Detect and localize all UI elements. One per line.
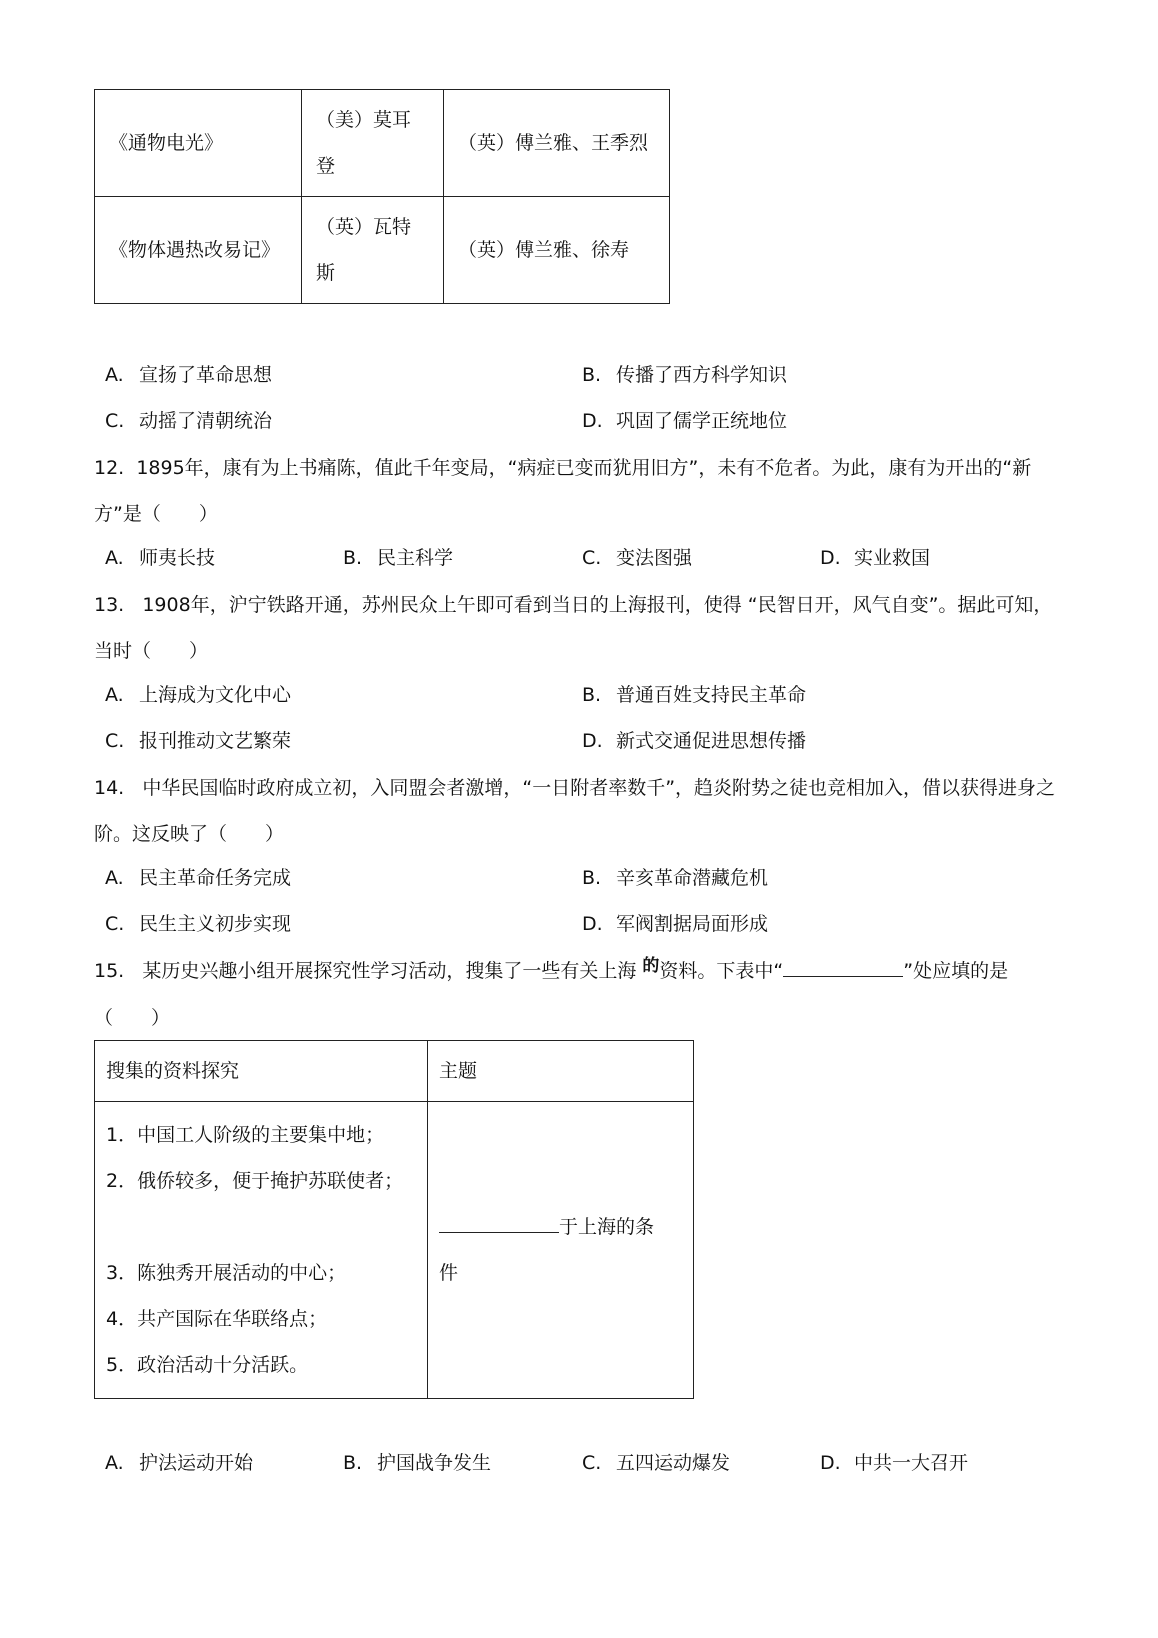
question-number: 13. <box>94 594 125 616</box>
book-author-cell <box>302 197 444 304</box>
option-text: 五四运动爆发 <box>616 1452 731 1474</box>
materials-item: 3．陈独秀开展活动的中心； <box>106 1262 347 1284</box>
q14-option-c[interactable] <box>105 909 291 936</box>
option-label: B. <box>343 1452 363 1474</box>
option-label: B. <box>582 684 602 706</box>
option-text: 宣扬了革命思想 <box>139 364 273 386</box>
option-label: A. <box>105 364 124 386</box>
materials-item: 4．共产国际在华联络点； <box>106 1308 328 1330</box>
question-text: 某历史兴趣小组开展探究性学习活动，搜集了一些有关上海 <box>142 960 637 982</box>
q11-option-d[interactable] <box>582 406 787 433</box>
option-text: 师夷长技 <box>139 547 216 569</box>
option-label: B. <box>582 867 602 889</box>
q15-option-c[interactable] <box>582 1448 730 1475</box>
option-text: 传播了西方科学知识 <box>616 364 788 386</box>
book-author: （美）莫耳登 <box>316 109 412 177</box>
option-label: B. <box>343 547 363 569</box>
materials-item: 2．俄侨较多，便于掩护苏联使者； <box>106 1170 404 1192</box>
option-text: 报刊推动文艺繁荣 <box>139 730 292 752</box>
option-text: 民主革命任务完成 <box>139 867 292 889</box>
header-text: 搜集的资料探究 <box>106 1060 240 1082</box>
question-text: 1895年，康有为上书痛陈，值此千年变局，“病症已变而犹用旧方”，未有不危者。为此，康有为开出的“新方”是（ ） <box>94 457 1032 525</box>
materials-table <box>94 1040 694 1399</box>
materials-spacer <box>106 1204 413 1250</box>
book-title: 《通物电光》 <box>109 132 224 154</box>
q13-stem <box>94 582 1062 674</box>
book-translator-cell <box>444 90 670 197</box>
option-label: C. <box>105 913 125 935</box>
question-text: 中华民国临时政府成立初，入同盟会者激增，“一日附者率数千”，趋炎附势之徒也竞相加入，借以获得进身之阶。这反映了（ ） <box>94 777 1056 845</box>
question-number: 12. <box>94 457 125 479</box>
q15-option-d[interactable] <box>820 1448 968 1475</box>
q12-stem <box>94 445 1062 537</box>
table-row <box>95 197 670 304</box>
theme-suffix: 于上海的条件 <box>439 1216 655 1284</box>
q14-option-b[interactable] <box>582 863 768 890</box>
book-translator: （英）傅兰雅、王季烈 <box>458 132 649 154</box>
book-translator-cell <box>444 197 670 304</box>
q12-option-a[interactable] <box>105 543 215 570</box>
q15-stem <box>94 948 1062 1041</box>
materials-list-cell <box>95 1102 428 1399</box>
theme-cell <box>428 1102 694 1399</box>
q12-option-c[interactable] <box>582 543 692 570</box>
option-label: A. <box>105 547 124 569</box>
option-label: D. <box>582 730 603 752</box>
option-text: 军阀割据局面形成 <box>616 913 769 935</box>
question-text: 1908年，沪宁铁路开通，苏州民众上午即可看到当日的上海报刊，使得 “民智日开，风气自变”。据此可知，当时（ ） <box>94 594 1053 662</box>
option-text: 民主科学 <box>377 547 454 569</box>
theme-blank <box>439 1210 559 1233</box>
option-text: 新式交通促进思想传播 <box>616 730 807 752</box>
table-header-row <box>95 1041 694 1102</box>
q14-stem <box>94 765 1062 857</box>
materials-item: 5．政治活动十分活跃。 <box>106 1354 309 1376</box>
q15-option-b[interactable] <box>343 1448 491 1475</box>
question-number: 14. <box>94 777 125 799</box>
option-label: C. <box>582 1452 602 1474</box>
option-label: C. <box>582 547 602 569</box>
question-number: 15. <box>94 960 125 982</box>
option-text: 护法运动开始 <box>139 1452 254 1474</box>
question-text-raised-char: 的 <box>642 956 660 976</box>
book-author: （英）瓦特斯 <box>316 216 412 284</box>
option-label: D. <box>582 913 603 935</box>
table-row <box>95 1102 694 1399</box>
option-label: B. <box>582 364 602 386</box>
q14-option-d[interactable] <box>582 909 768 936</box>
q13-option-a[interactable] <box>105 680 291 707</box>
q15-option-a[interactable] <box>105 1448 253 1475</box>
option-text: 辛亥革命潜藏危机 <box>616 867 769 889</box>
option-text: 普通百姓支持民主革命 <box>616 684 807 706</box>
answer-blank <box>783 954 903 977</box>
option-label: D. <box>820 1452 841 1474</box>
option-text: 护国战争发生 <box>377 1452 492 1474</box>
theme-text <box>439 1204 669 1296</box>
option-label: A. <box>105 1452 124 1474</box>
option-label: C. <box>105 410 125 432</box>
option-text: 上海成为文化中心 <box>139 684 292 706</box>
option-text: 巩固了儒学正统地位 <box>616 410 788 432</box>
q14-option-a[interactable] <box>105 863 291 890</box>
option-text: 变法图强 <box>616 547 693 569</box>
q12-option-d[interactable] <box>820 543 930 570</box>
table-row <box>95 90 670 197</box>
materials-item: 1．中国工人阶级的主要集中地； <box>106 1124 385 1146</box>
q11-option-a[interactable] <box>105 360 272 387</box>
header-text: 主题 <box>439 1060 478 1082</box>
q13-option-b[interactable] <box>582 680 806 707</box>
q11-option-c[interactable] <box>105 406 272 433</box>
book-title: 《物体遇热改易记》 <box>109 239 281 261</box>
option-label: A. <box>105 867 124 889</box>
question-text: ”处应填的是（ ） <box>94 960 1009 1029</box>
q13-option-c[interactable] <box>105 726 291 753</box>
option-label: D. <box>820 547 841 569</box>
option-text: 实业救国 <box>854 547 931 569</box>
q11-option-b[interactable] <box>582 360 787 387</box>
table-header-materials <box>95 1041 428 1102</box>
option-text: 民生主义初步实现 <box>139 913 292 935</box>
book-title-cell <box>95 90 302 197</box>
question-text: 资料。下表中“ <box>659 960 784 982</box>
option-label: D. <box>582 410 603 432</box>
table-header-theme <box>428 1041 694 1102</box>
book-table <box>94 89 670 304</box>
q13-option-d[interactable] <box>582 726 806 753</box>
option-label: C. <box>105 730 125 752</box>
option-label: A. <box>105 684 124 706</box>
option-text: 中共一大召开 <box>854 1452 969 1474</box>
option-text: 动摇了清朝统治 <box>139 410 273 432</box>
q12-option-b[interactable] <box>343 543 453 570</box>
book-translator: （英）傅兰雅、徐寿 <box>458 239 630 261</box>
book-author-cell <box>302 90 444 197</box>
book-title-cell <box>95 197 302 304</box>
